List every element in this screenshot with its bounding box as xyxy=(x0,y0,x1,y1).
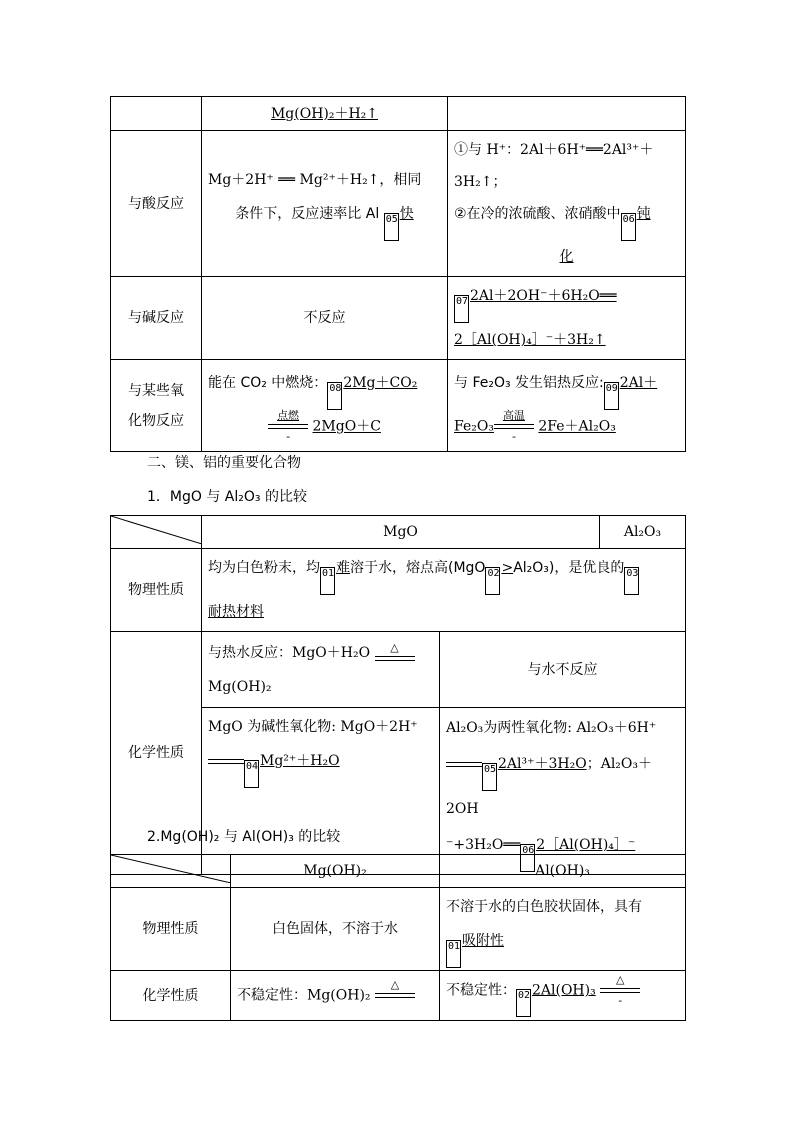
al-oh3-phys-blank: 吸附性 xyxy=(462,933,504,949)
al-oh3-phys-text: 不溶于水的白色胶状固体，具有 xyxy=(446,899,642,915)
chem-label: 化学性质 xyxy=(111,971,231,1021)
mgo-acid-blank: Mg²⁺＋H₂O xyxy=(260,753,340,769)
oxide-comparison-table xyxy=(110,515,686,875)
al-oxide-blank-b1: Fe₂O₃ xyxy=(454,418,494,435)
mg-oh2-chem xyxy=(231,971,440,1021)
mgo-acid-cell xyxy=(202,708,440,875)
blank-cell xyxy=(111,97,202,131)
reaction-table xyxy=(110,96,686,452)
al-base-line1: 2Al＋2OH⁻＋6H₂O══ xyxy=(470,288,617,304)
condition-arrow xyxy=(375,642,415,663)
condition-arrow: △ - xyxy=(600,974,640,1007)
base-label: 与碱反应 xyxy=(111,277,202,360)
phys-text: 溶于水，熔点高(MgO xyxy=(350,560,486,576)
oxide-label-line2: 化物反应 xyxy=(128,412,184,429)
chem-label: 化学性质 xyxy=(111,632,202,875)
corner-diagonal-cell xyxy=(111,855,231,888)
mg-oxide-blank-a: 2Mg＋CO₂ xyxy=(343,375,418,391)
col-al2o3: Al₂O₃ xyxy=(600,516,686,549)
mg-oxide-blank-b: 2MgO＋C xyxy=(312,418,381,435)
col-al-oh3: Al(OH)₃ xyxy=(440,855,686,888)
blank-number-box: 08 xyxy=(327,382,342,410)
al2o3-acid-text: Al₂O₃为两性氧化物: Al₂O₃＋6H⁺ xyxy=(446,720,657,736)
al-acid-blank-a: 钝 xyxy=(636,206,651,222)
mgo-water-text: 与热水反应：MgO＋H₂O xyxy=(208,644,371,661)
blank-number-box: 02 xyxy=(516,989,531,1017)
blank-number-box: 07 xyxy=(454,295,469,323)
condition-arrow xyxy=(375,979,415,1012)
blank-number-box: 05 xyxy=(482,763,497,791)
blank-cell xyxy=(448,97,686,131)
phys-text: 均为白色粉末，均 xyxy=(208,560,320,576)
mg-base-cell: 不反应 xyxy=(202,277,448,360)
condition-text: 高温 xyxy=(502,409,525,422)
mg-acid-line1: Mg＋2H⁺ ══ Mg²⁺＋H₂↑，相同 xyxy=(208,172,422,188)
al-oh3-phys xyxy=(440,888,686,971)
al-oxide-pre: 与 Fe₂O₃ 发生铝热反应: xyxy=(454,375,604,391)
phys-blank-3: 耐热材料 xyxy=(208,604,264,620)
col-mgo: MgO xyxy=(202,516,600,549)
al-base-cell xyxy=(448,277,686,360)
condition-arrow: 高温 - xyxy=(494,410,534,443)
mg-acid-line2: 条件下，反应速率比 Al xyxy=(235,206,384,222)
al-acid-line1: ①与 H⁺：2Al＋6H⁺══2Al³⁺＋ xyxy=(454,142,654,158)
al2o3-acid-cell xyxy=(440,708,686,875)
section-heading: 二、镁、铝的重要化合物 xyxy=(147,455,301,471)
condition-arrow: 点燃 - xyxy=(268,410,308,443)
al-oh3-chem-text: 不稳定性： xyxy=(446,982,516,999)
heat-symbol: △ xyxy=(390,641,399,654)
al-acid-line2: 3H₂↑； xyxy=(454,174,507,190)
mg-oh2-phys: 白色固体，不溶于水 xyxy=(231,888,440,971)
mg-oh2-chem-text: 不稳定性：Mg(OH)₂ xyxy=(237,987,371,1004)
mg-oxide-cell xyxy=(202,360,448,452)
subsection-heading-1: 1．MgO 与 Al₂O₃ 的比较 xyxy=(147,489,307,505)
al2o3-acid-blank-1: 2Al³⁺＋3H₂O xyxy=(498,756,587,772)
phys-label: 物理性质 xyxy=(111,549,202,632)
al-oxide-cell xyxy=(448,360,686,452)
condition-text: 点燃 xyxy=(277,409,300,422)
phys-cell xyxy=(202,549,686,632)
acid-label: 与酸反应 xyxy=(111,131,202,277)
al2o3-water-cell: 与水不反应 xyxy=(440,632,686,708)
heat-symbol: △ xyxy=(615,972,625,986)
al2o3-acid-blank-2: 2［Al(OH)₄］⁻ xyxy=(536,837,636,853)
col-mg-oh2: Mg(OH)₂ xyxy=(231,855,440,888)
mg-oh2-product: Mg(OH)₂＋H₂↑ xyxy=(270,105,379,122)
al-oxide-blank-b2: 2Fe＋Al₂O₃ xyxy=(538,418,616,435)
al-acid-blank-b: 化 xyxy=(559,249,574,265)
blank-number-box: 05 xyxy=(384,213,399,241)
mg-acid-blank: 快 xyxy=(399,206,414,222)
corner-diagonal-cell xyxy=(111,516,202,549)
blank-number-box: 06 xyxy=(621,213,636,241)
al2o3-acid-text: ；Al₂O₃＋2OH xyxy=(446,756,652,817)
al-oxide-blank-a: 2Al＋ xyxy=(619,375,658,391)
al-oh3-chem-blank: 2Al(OH)₃ xyxy=(532,982,596,999)
al-acid-cell xyxy=(448,131,686,277)
oxide-label xyxy=(111,360,202,452)
al-oh3-chem xyxy=(440,971,686,1021)
heat-symbol: △ xyxy=(390,978,400,991)
oxide-label-line1: 与某些氧 xyxy=(128,382,184,399)
mg-acid-cell xyxy=(202,131,448,277)
mgo-acid-text: MgO 为碱性氧化物: MgO＋2H⁺ xyxy=(208,719,418,735)
blank-number-box: 01 xyxy=(446,940,461,968)
phys-label: 物理性质 xyxy=(111,888,231,971)
blank-number-box: 03 xyxy=(624,567,639,595)
phys-text: Al₂O₃)，是优良的 xyxy=(513,560,625,576)
blank-number-box: 09 xyxy=(604,382,619,410)
al-acid-line3: ②在冷的浓硫酸、浓硝酸中 xyxy=(454,206,621,222)
phys-blank-2: > xyxy=(501,560,514,576)
mgo-water-product: Mg(OH)₂ xyxy=(208,678,272,695)
blank-number-box: 02 xyxy=(485,567,500,595)
blank-number-box: 04 xyxy=(244,760,259,788)
al-base-line2: 2［Al(OH)₄］⁻＋3H₂↑ xyxy=(454,332,606,348)
mgo-water-cell xyxy=(202,632,440,708)
hydroxide-comparison-table xyxy=(110,854,686,1021)
mg-oh2-product-cell xyxy=(202,97,448,131)
blank-number-box: 06 xyxy=(520,844,535,872)
al2o3-acid-text: ⁻+3H₂O══ xyxy=(446,837,521,853)
blank-number-box: 01 xyxy=(320,567,335,595)
subsection-heading-2: 2.Mg(OH)₂ 与 Al(OH)₃ 的比较 xyxy=(147,829,341,845)
phys-blank-1: 难 xyxy=(336,560,350,576)
mg-oxide-pre: 能在 CO₂ 中燃烧： xyxy=(208,375,328,391)
